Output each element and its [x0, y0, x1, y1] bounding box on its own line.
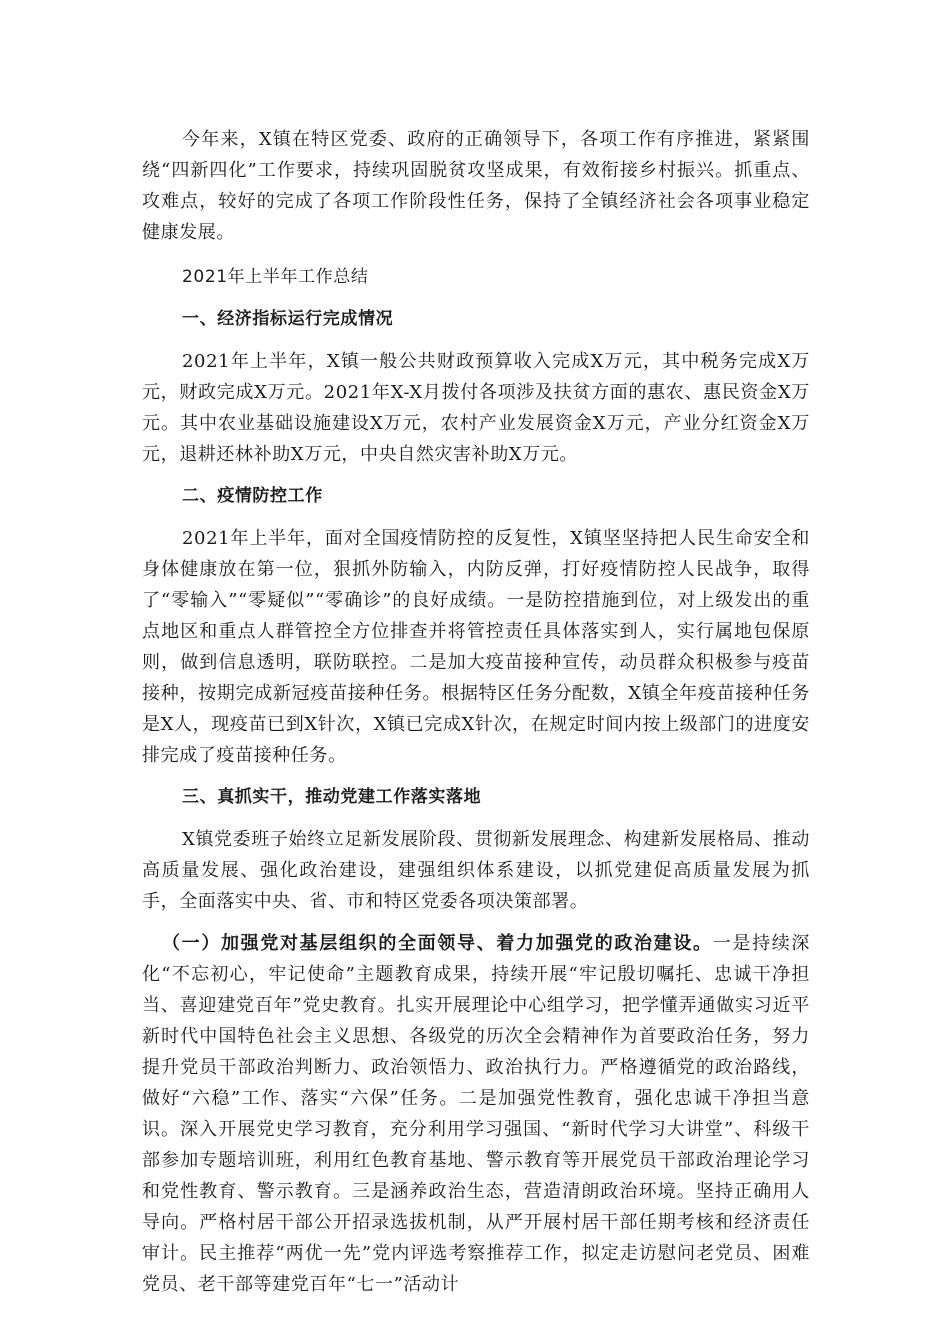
intro-paragraph: 今年来，X镇在特区党委、政府的正确领导下，各项工作有序推进，紧紧围绕“四新四化”工作要求，持续巩固脱贫攻坚成果，有效衔接乡村振兴。抓重点、攻难点，较好的完成了各项工作阶段性任务，保持了全镇经济社会各项事业稳定健康发展。	[142, 129, 810, 243]
section3-body: X镇党委班子始终立足新发展阶段、贯彻新发展理念、构建新发展格局、推动高质量发展、强化政治建设，建强组织体系建设，以抓党建促高质量发展为抓手，全面落实中央、省、市和特区党委各项决策部署。	[142, 829, 810, 912]
document-page	[142, 124, 810, 1300]
section2-heading: 二、疫情防控工作	[182, 486, 323, 506]
subsection1-body: 一是持续深化“不忘初心，牢记使命”主题教育成果，持续开展“牢记殷切嘱托、忠诚干净担当、喜迎建党百年”党史教育。扎实开展理论中心组学习，把学懂弄通做实习近平新时代中国特色社会主义思想、各级党的历次全会精神作为首要政治任务，努力提升党员干部政治判断力、政治领悟力、政治执行力。严格遵循党的政治路线，做好“六稳”工作、落实“六保”任务。二是加强党性教育，强化忠诚干净担当意识。深入开展党史学习教育，充分利用学习强国、“新时代学习大讲堂”、科级干部参加专题培训班，利用红色教育基地、警示教育等开展党员干部政治理论学习和党性教育、警示教育。三是涵养政治生态，营造清朗政治环境。坚持正确用人导向。严格村居干部公开招录选拔机制，从严开展村居干部任期考核和经济责任审计。民主推荐“两优一先”党内评选考察推荐工作，拟定走访慰问老党员、困难党员、老干部等建党百年“七一”活动计	[142, 933, 811, 1295]
section2-body: 2021年上半年，面对全国疫情防控的反复性，X镇坚坚持把人民生命安全和身体健康放在第一位，狠抓外防输入，内防反弹，打好疫情防控人民战争，取得了“零输入”“零疑似”“零确诊”的良好成绩。一是防控措施到位，对上级发出的重点地区和重点人群管控全方位排查并将管控责任具体落实到人，实行属地包保原则，做到信息透明，联防联控。二是加大疫苗接种宣传，动员群众积极参与疫苗接种，按期完成新冠疫苗接种任务。根据特区任务分配数，X镇全年疫苗接种任务是X人，现疫苗已到X针次，X镇已完成X针次，在规定时间内按上级部门的进度安排完成了疫苗接种任务。	[142, 528, 810, 766]
summary-title: 2021年上半年工作总结	[182, 267, 369, 287]
subsection1-lead: （一）加强党对基层组织的全面领导、着力加强党的政治建设。	[162, 933, 713, 954]
subsection1-paragraph	[142, 928, 810, 1300]
section1-body: 2021年上半年，X镇一般公共财政预算收入完成X万元，其中税务完成X万元，财政完成X万元。2021年X-X月拨付各项涉及扶贫方面的惠农、惠民资金X万元。其中农业基础设施建设X万元，农村产业发展资金X万元，产业分红资金X万元，退耕还林补助X万元，中央自然灾害补助X万元。	[142, 351, 810, 465]
section3-heading: 三、真抓实干，推动党建工作落实落地	[182, 787, 482, 807]
section1-heading: 一、经济指标运行完成情况	[182, 309, 394, 329]
